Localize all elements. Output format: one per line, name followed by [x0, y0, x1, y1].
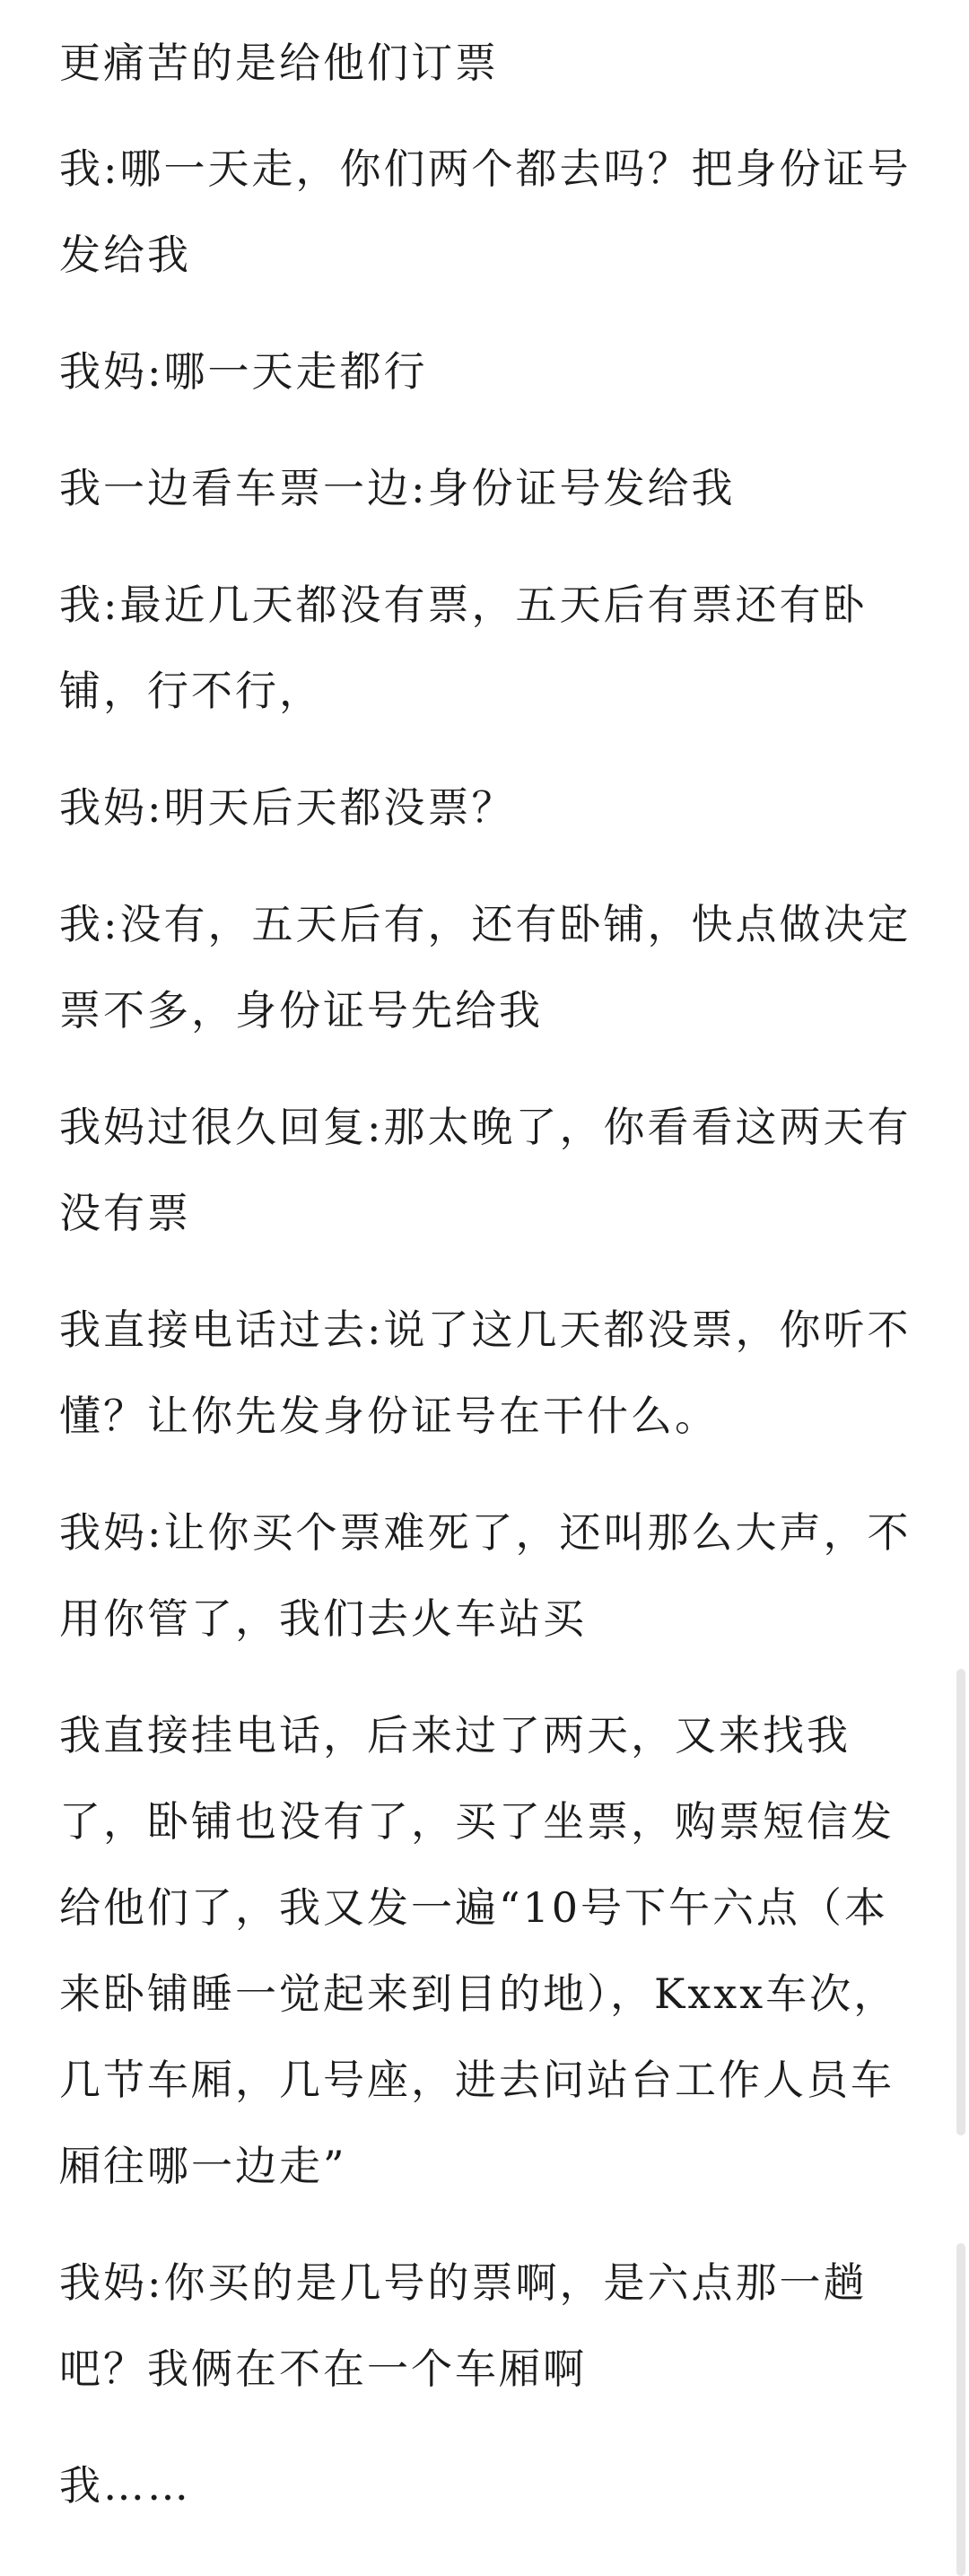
post-content [59, 20, 921, 2559]
paragraph: 我妈:让你买个票难死了，还叫那么大声，不用你管了，我们去火车站买 [59, 1508, 912, 1643]
scrollbar[interactable] [956, 1669, 965, 2135]
paragraph: 我妈:明天后天都没票？ [59, 783, 516, 832]
paragraph: 我直接电话过去:说了这几天都没票，你听不懂？让你先发身份证号在干什么。 [59, 1305, 912, 1440]
paragraph: 更痛苦的是给他们订票 [59, 39, 499, 87]
paragraph: 我:哪一天走，你们两个都去吗？把身份证号发给我 [59, 144, 912, 279]
paragraph: 我:没有，五天后有，还有卧铺，快点做决定票不多，身份证号先给我 [59, 900, 912, 1035]
paragraph: 我:最近几天都没有票，五天后有票还有卧铺，行不行， [59, 581, 868, 715]
paragraph: 我妈过很久回复:那太晚了，你看看这两天有没有票 [59, 1103, 912, 1237]
paragraph: 我妈:哪一天走都行 [59, 347, 428, 396]
scrollbar[interactable] [956, 2243, 965, 2576]
paragraph: 我妈:你买的是几号的票啊，是六点那一趟吧？我俩在不在一个车厢啊 [59, 2258, 868, 2393]
paragraph: 我…… [59, 2461, 191, 2510]
paragraph: 我直接挂电话，后来过了两天，又来找我了，卧铺也没有了，买了坐票，购票短信发给他们了，我又发一遍“10号下午六点（本来卧铺睡一觉起来到目的地），Kxxx车次，几节车厢，几号座，进去问站台工作人员车厢往哪一边走” [59, 1711, 898, 2190]
paragraph: 我一边看车票一边:身份证号发给我 [59, 464, 736, 512]
